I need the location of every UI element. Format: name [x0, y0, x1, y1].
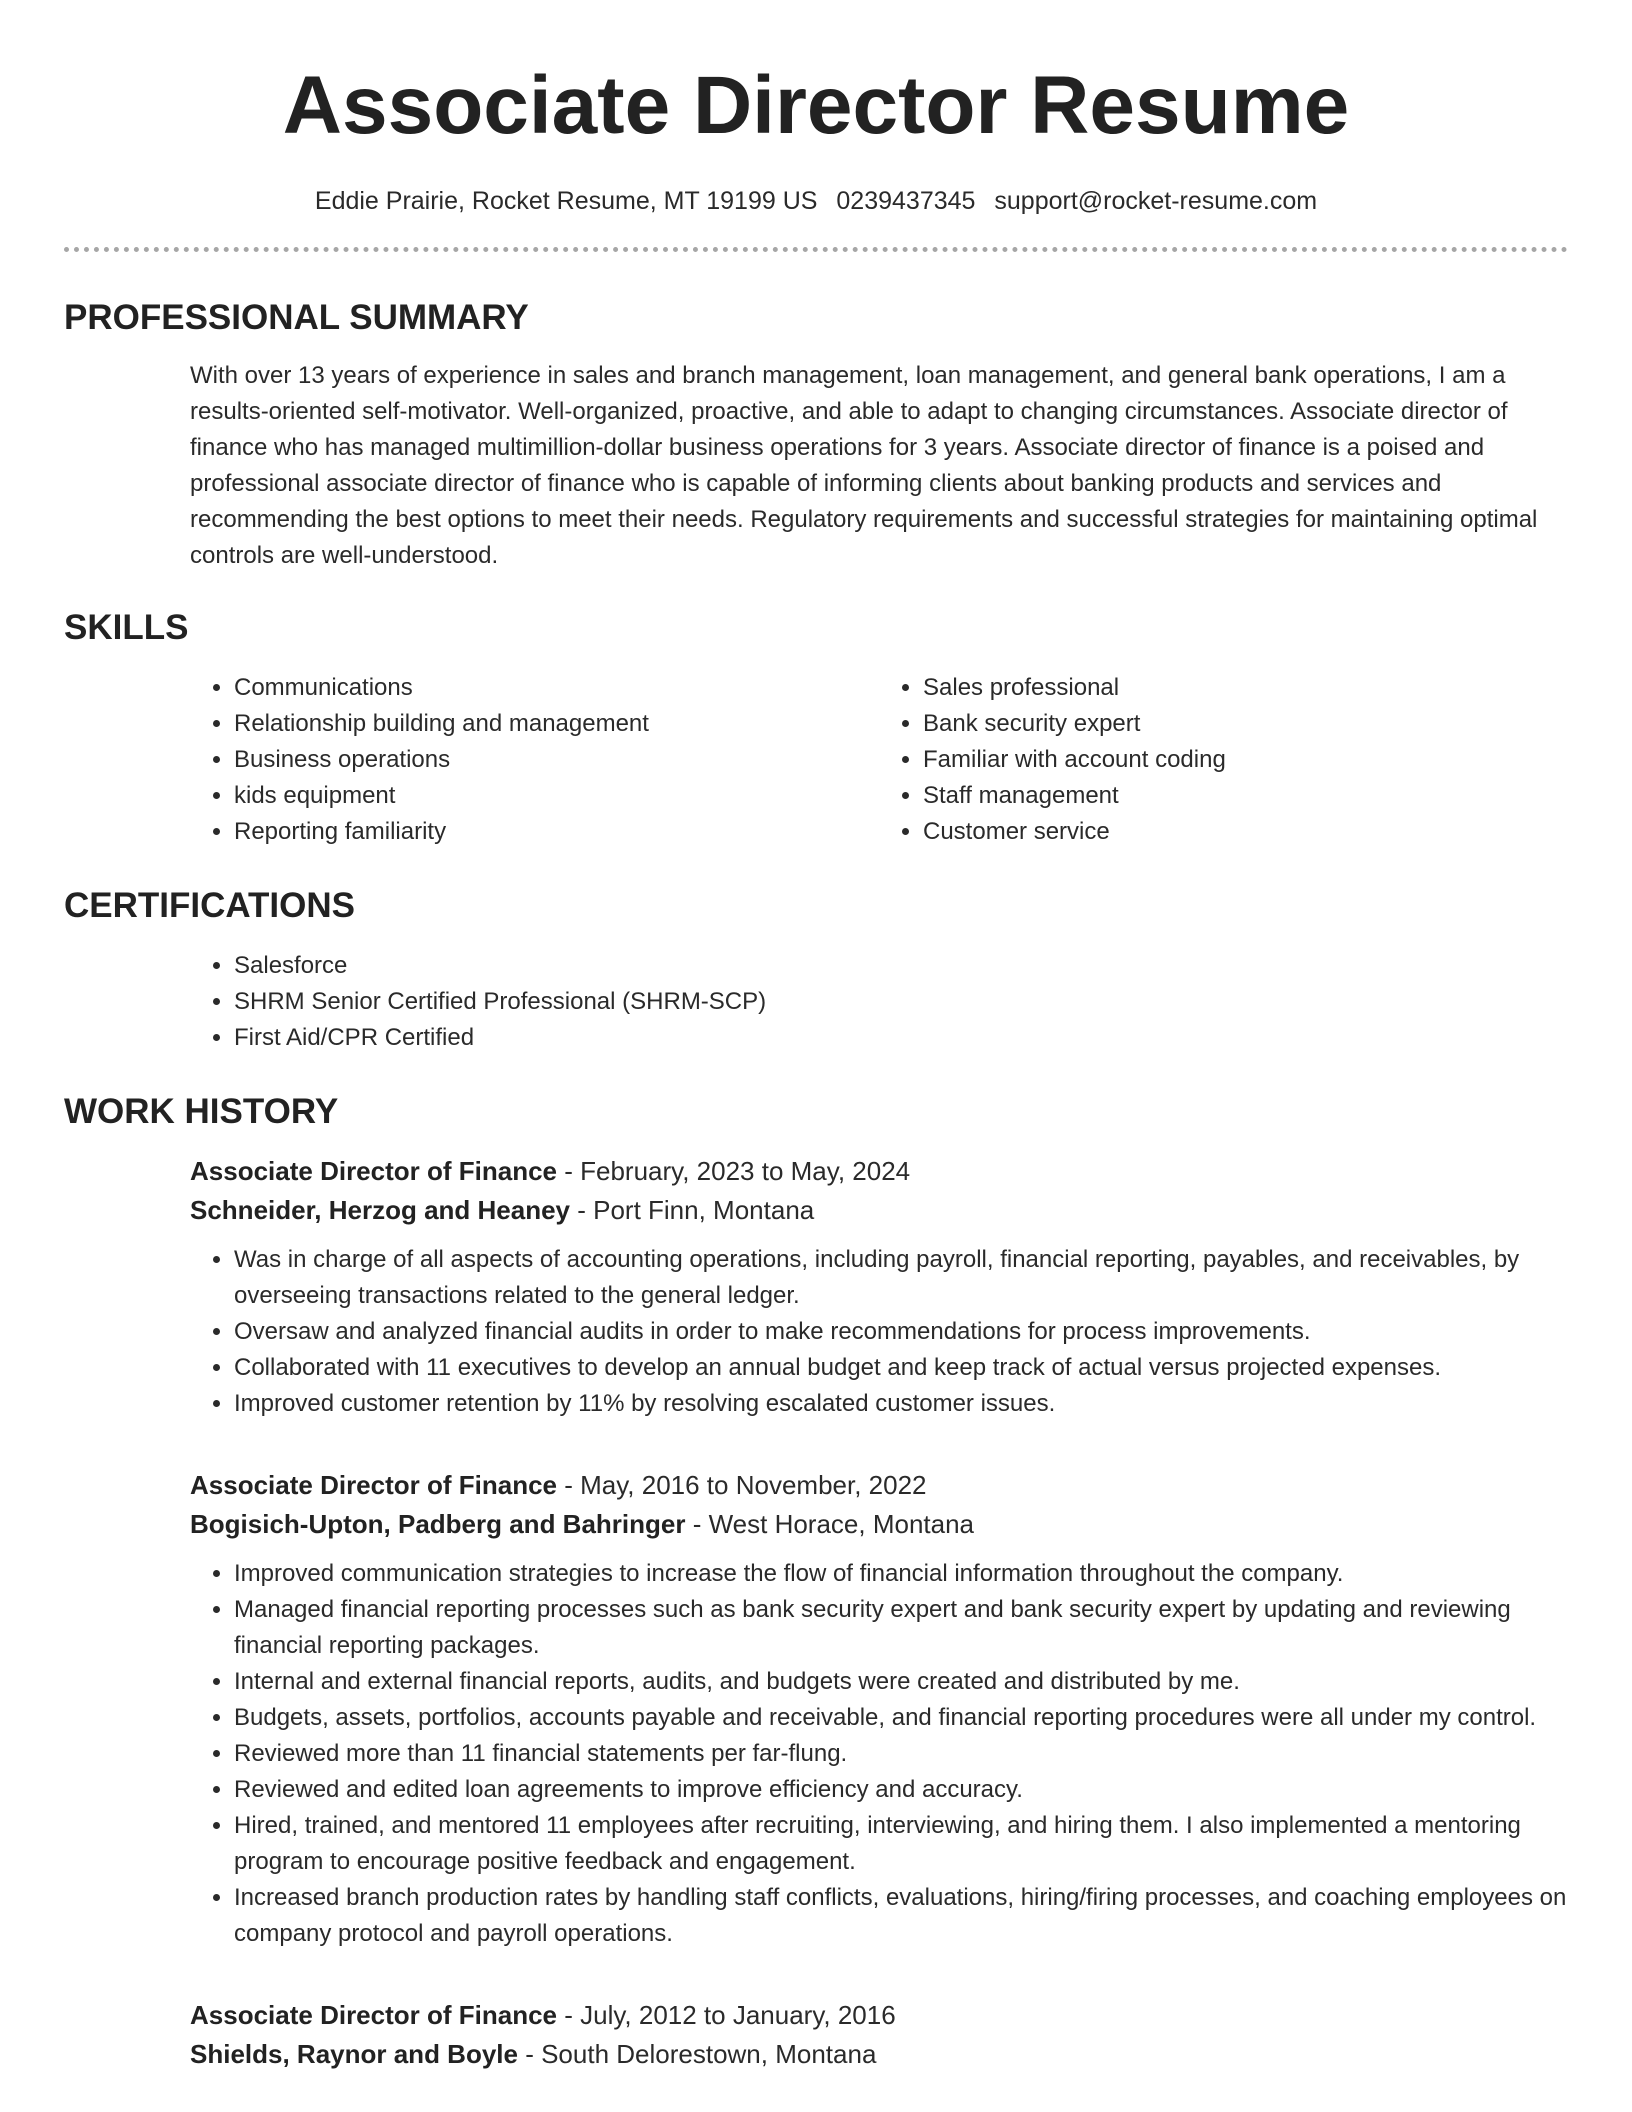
- work-history-section: [64, 1092, 1568, 2074]
- certifications-body: [64, 948, 1568, 1056]
- job-company-line: [190, 1191, 1568, 1230]
- job-title-line: [190, 1152, 1568, 1191]
- job-bullet: • Increased branch production rates by handling staff conflicts, evaluations, hiring/firing processes, and coaching employees on company protocol and payroll operations.: [234, 1880, 1568, 1952]
- job-entry: [190, 1152, 1568, 1422]
- job-bullet: • Was in charge of all aspects of accounting operations, including payroll, financial reporting, payables, and receivables, by overseeing transactions related to the general ledger.: [234, 1242, 1568, 1314]
- summary-text: With over 13 years of experience in sales and branch management, loan management, and general bank operations, I am a results-oriented self-motivator. Well-organized, proactive, and able to adapt to changing circumstances. Associate director of finance who has managed multimillion-dollar business operations for 3 years. Associate director of finance is a poised and professional associate director of finance who is capable of informing clients about banking products and services and recommending the best options to meet their needs. Regulatory requirements and successful strategies for maintaining optimal controls are well-understood.: [190, 362, 1538, 569]
- page-title: Associate Director Resume: [282, 60, 1350, 151]
- job-title: Associate Director of Finance: [190, 1470, 557, 1500]
- skills-heading: SKILLS: [64, 608, 189, 647]
- job-dates: - May, 2016 to November, 2022: [557, 1470, 927, 1500]
- job-title: Associate Director of Finance: [190, 1156, 557, 1186]
- contact-line: [64, 184, 1568, 218]
- job-entry: [190, 1996, 1568, 2074]
- job-bullet: • Improved communication strategies to increase the flow of financial information throughout the company.: [234, 1556, 1568, 1592]
- certification-item: • SHRM Senior Certified Professional (SHRM-SCP): [234, 984, 1568, 1020]
- job-company-line: [190, 1505, 1568, 1544]
- job-bullet: • Internal and external financial reports, audits, and budgets were created and distributed by me.: [234, 1664, 1568, 1700]
- job-location: - South Delorestown, Montana: [517, 2039, 877, 2069]
- contact-phone: 0239437345: [836, 187, 976, 215]
- summary-section: [64, 298, 1568, 574]
- skill-item: • Business operations: [234, 742, 879, 778]
- skills-list-left: [190, 670, 879, 850]
- job-company: Bogisich-Upton, Padberg and Bahringer: [190, 1509, 686, 1539]
- skill-item: • kids equipment: [234, 778, 879, 814]
- job-location: - West Horace, Montana: [685, 1509, 975, 1539]
- job-bullet: • Hired, trained, and mentored 11 employees after recruiting, interviewing, and hiring them. I also implemented a mentoring program to encourage positive feedback and engagement.: [234, 1808, 1568, 1880]
- certifications-section: [64, 886, 1568, 1056]
- job-location: - Port Finn, Montana: [570, 1195, 815, 1225]
- job-bullet: • Budgets, assets, portfolios, accounts payable and receivable, and financial reporting procedures were all under my control.: [234, 1700, 1568, 1736]
- skills-grid: [190, 670, 1568, 850]
- job-dates: - July, 2012 to January, 2016: [557, 2000, 896, 2030]
- job-bullet: • Managed financial reporting processes such as bank security expert and bank security expert by updating and reviewing financial reporting packages.: [234, 1592, 1568, 1664]
- skill-item: • Relationship building and management: [234, 706, 879, 742]
- job-title-line: [190, 1996, 1568, 2035]
- certification-item: • Salesforce: [234, 948, 1568, 984]
- job-bullets: [190, 1242, 1568, 1422]
- skills-body: [64, 670, 1568, 850]
- job-bullet: • Reviewed and edited loan agreements to improve efficiency and accuracy.: [234, 1772, 1568, 1808]
- skill-item: • Reporting familiarity: [234, 814, 879, 850]
- work-history-heading: WORK HISTORY: [64, 1092, 339, 1131]
- job-company: Shields, Raynor and Boyle: [190, 2039, 518, 2069]
- job-company: Schneider, Herzog and Heaney: [190, 1195, 571, 1225]
- job-bullet: • Reviewed more than 11 financial statements per far-flung.: [234, 1736, 1568, 1772]
- header-divider: [64, 247, 1568, 252]
- certification-item: • First Aid/CPR Certified: [234, 1020, 1568, 1056]
- job-bullets: [190, 1556, 1568, 1952]
- job-company-line: [190, 2035, 1568, 2074]
- certifications-heading: CERTIFICATIONS: [64, 886, 356, 925]
- contact-address: Eddie Prairie, Rocket Resume, MT 19199 US: [314, 187, 818, 215]
- skill-item: • Communications: [234, 670, 879, 706]
- skill-item: • Sales professional: [923, 670, 1568, 706]
- job-bullet: • Improved customer retention by 11% by resolving escalated customer issues.: [234, 1386, 1568, 1422]
- work-history-body: [64, 1152, 1568, 2074]
- skill-item: • Customer service: [923, 814, 1568, 850]
- job-title: Associate Director of Finance: [190, 2000, 557, 2030]
- certifications-list: [190, 948, 1568, 1056]
- contact-email: support@rocket-resume.com: [994, 187, 1318, 215]
- summary-heading: PROFESSIONAL SUMMARY: [64, 298, 529, 337]
- skill-item: • Familiar with account coding: [923, 742, 1568, 778]
- skills-list-right: [879, 670, 1568, 850]
- job-title-line: [190, 1466, 1568, 1505]
- job-bullet: • Collaborated with 11 executives to develop an annual budget and keep track of actual versus projected expenses.: [234, 1350, 1568, 1386]
- skills-section: [64, 608, 1568, 850]
- job-bullet: • Oversaw and analyzed financial audits in order to make recommendations for process improvements.: [234, 1314, 1568, 1350]
- skill-item: • Staff management: [923, 778, 1568, 814]
- skill-item: • Bank security expert: [923, 706, 1568, 742]
- job-entry: [190, 1466, 1568, 1952]
- summary-body: [64, 358, 1568, 574]
- job-dates: - February, 2023 to May, 2024: [557, 1156, 911, 1186]
